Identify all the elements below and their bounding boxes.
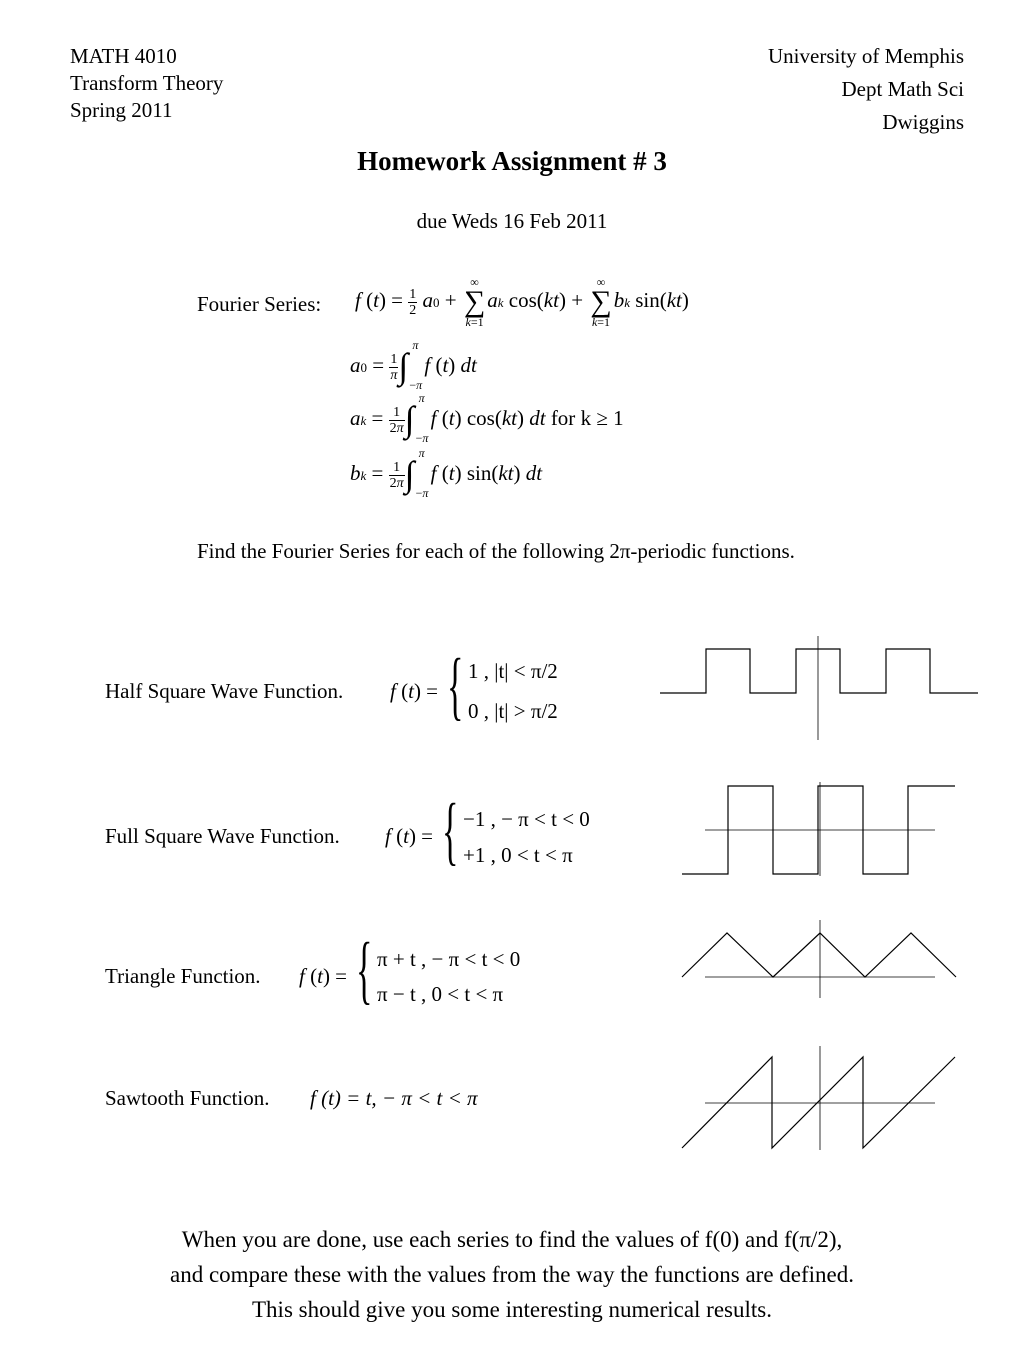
closing-line-1: When you are done, use each series to find the values of f(0) and f(π/2), (181, 1227, 843, 1252)
due-date: due Weds 16 Feb 2011 (416, 209, 608, 233)
full-square-fdef: f (t) = (385, 824, 434, 848)
brace-icon: { (356, 928, 373, 1012)
full-square-label: Full Square Wave Function. (105, 824, 340, 848)
a0-formula: a0 = $\frac{1}{\pi}$ ∫ π −π f (t) dt (350, 338, 477, 392)
k-condition: k ≥ 1 (580, 405, 624, 430)
triangle-case-2: π − t , 0 < t < π (377, 982, 504, 1006)
instructor: Dwiggins (882, 110, 964, 134)
instruction: Find the Fourier Series for each of the following 2π-periodic functions. (197, 539, 795, 563)
sawtooth-label: Sawtooth Function. (105, 1086, 270, 1110)
half-square-fdef: f (t) = (390, 679, 439, 703)
course-info (70, 43, 223, 124)
closing-line-3: This should give you some interesting numerical results. (252, 1297, 772, 1322)
course-name: Transform Theory (70, 71, 224, 95)
triangle-case-1: π + t , − π < t < 0 (377, 947, 521, 971)
triangle-fdef: f (t) = (299, 964, 348, 988)
full-square-case-2: +1 , 0 < t < π (463, 843, 573, 867)
triangle-label: Triangle Function. (105, 964, 261, 988)
full-square-case-1: −1 , − π < t < 0 (463, 807, 590, 831)
fourier-series-formula: f (t) = $\frac{1}{2}$ a0 + ∞ ∑ k=1 ak cos(kt) + ∞ ∑ k=1 bk sin(kt) (355, 275, 689, 329)
course-number: MATH 4010 (70, 44, 177, 68)
fourier-series-label: Fourier Series: (197, 292, 322, 316)
ak-formula: ak = $\frac{1}{2\pi}$ ∫ π −π f (t) cos(kt) dt for k ≥ 1 (350, 391, 624, 445)
department: Dept Math Sci (841, 77, 964, 101)
page-title: Homework Assignment # 3 (357, 146, 667, 176)
for-text: for (550, 405, 576, 430)
half-square-case-1: 1 , |t| < π/2 (468, 659, 558, 683)
closing-paragraph (0, 1222, 1024, 1327)
brace-icon: { (442, 789, 459, 873)
closing-line-2: and compare these with the values from the way the functions are defined. (169, 1262, 854, 1287)
half-square-case-2: 0 , |t| > π/2 (468, 699, 558, 723)
university: University of Memphis (768, 44, 964, 68)
brace-icon: { (447, 644, 464, 728)
half-square-wave-graph (658, 636, 980, 742)
triangle-wave-graph (680, 920, 960, 1000)
bk-formula: bk = $\frac{1}{2\pi}$ ∫ π −π f (t) sin(kt) dt (350, 446, 543, 500)
semester: Spring 2011 (70, 98, 173, 122)
institution-info (768, 40, 964, 139)
half-square-label: Half Square Wave Function. (105, 679, 344, 703)
sawtooth-formula: f (t) = t, − π < t < π (310, 1086, 478, 1110)
full-square-wave-graph (680, 782, 960, 878)
sawtooth-wave-graph (680, 1046, 960, 1152)
